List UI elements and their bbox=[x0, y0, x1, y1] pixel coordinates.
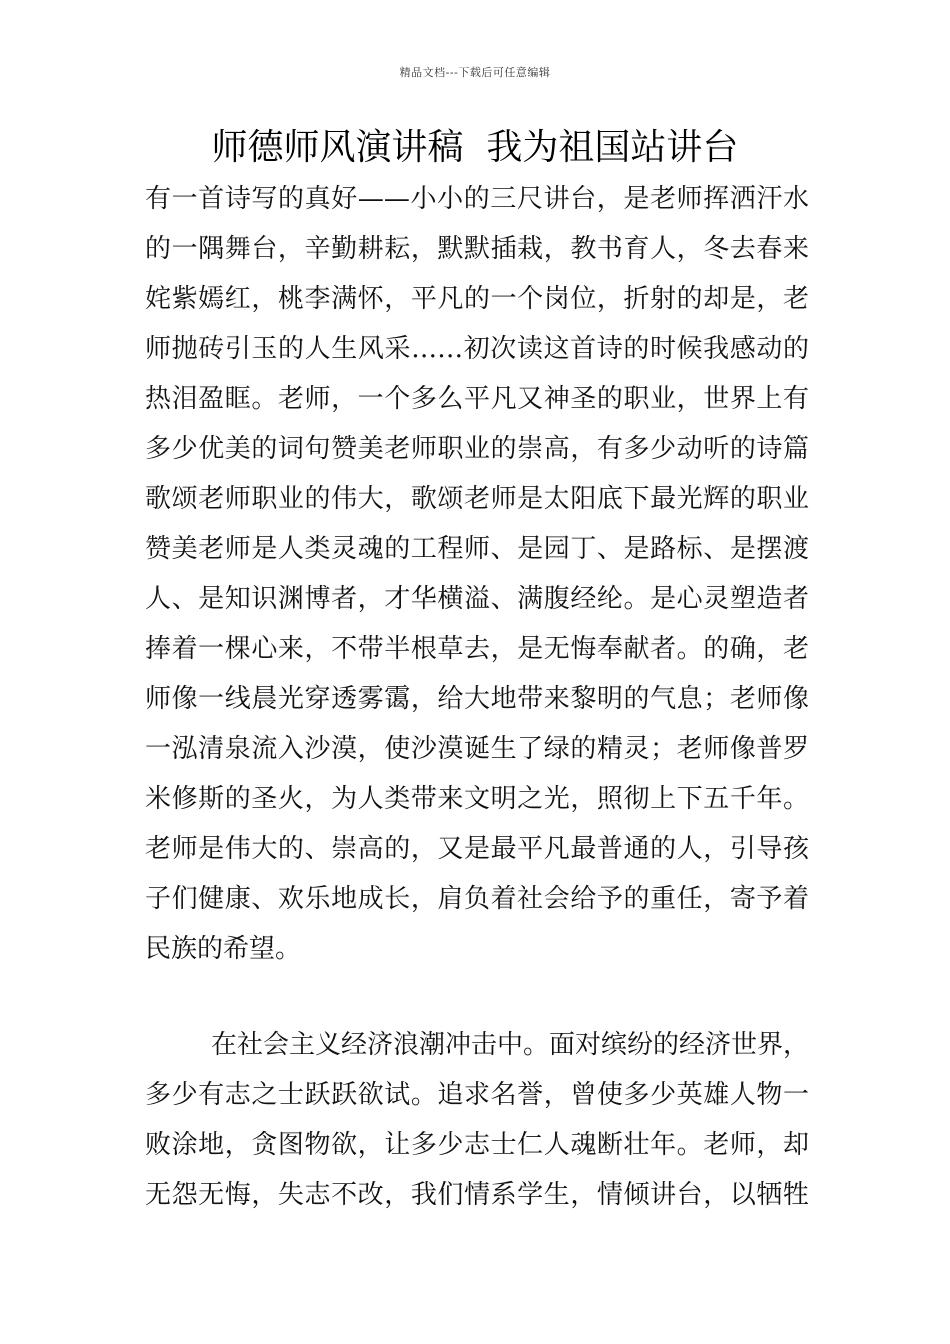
paragraph-line: 歌颂老师职业的伟大，歌颂老师是太阳底下最光辉的职业 bbox=[145, 484, 809, 514]
paragraph-line: 捧着一棵心来，不带半根草去，是无悔奉献者。的确，老 bbox=[145, 634, 809, 664]
paragraph-line: 热泪盈眶。老师，一个多么平凡又神圣的职业，世界上有 bbox=[145, 384, 809, 414]
paragraph-line: 赞美老师是人类灵魂的工程师、是园丁、是路标、是摆渡 bbox=[145, 534, 809, 564]
paragraph-line: 一泓清泉流入沙漠，使沙漠诞生了绿的精灵；老师像普罗 bbox=[145, 734, 809, 764]
paragraph-line: 人、是知识渊博者，才华横溢、满腹经纶。是心灵塑造者 bbox=[145, 584, 809, 614]
paragraph-line: 的一隅舞台，辛勤耕耘，默默插栽，教书育人，冬去春来 bbox=[145, 234, 809, 264]
paragraph-line: 无怨无悔，失志不改，我们情系学生，情倾讲台，以牺牲 bbox=[145, 1180, 809, 1210]
header-note: 精品文档---下载后可任意编辑 bbox=[399, 66, 551, 79]
paragraph-line: 多少优美的词句赞美老师职业的崇高，有多少动听的诗篇 bbox=[145, 434, 809, 464]
paragraph-line: 在社会主义经济浪潮冲击中。面对缤纷的经济世界， bbox=[211, 1030, 810, 1060]
paragraph-line: 师抛砖引玉的人生风采……初次读这首诗的时候我感动的 bbox=[145, 334, 809, 364]
paragraph-line: 民族的希望。 bbox=[145, 934, 302, 964]
paragraph-line: 姹紫嫣红，桃李满怀，平凡的一个岗位，折射的却是，老 bbox=[145, 284, 809, 314]
paragraph-line: 老师是伟大的、崇高的，又是最平凡最普通的人，引导孩 bbox=[145, 834, 809, 864]
paragraph-line: 子们健康、欢乐地成长，肩负着社会给予的重任，寄予着 bbox=[145, 884, 809, 914]
paragraph-line: 米修斯的圣火，为人类带来文明之光，照彻上下五千年。 bbox=[145, 784, 809, 814]
document-title: 师德师风演讲稿 我为祖国站讲台 bbox=[211, 127, 739, 168]
paragraph-line: 多少有志之士跃跃欲试。追求名誉，曾使多少英雄人物一 bbox=[145, 1080, 809, 1110]
paragraph-1 bbox=[145, 174, 809, 974]
paragraph-line: 师像一线晨光穿透雾霭，给大地带来黎明的气息；老师像 bbox=[145, 684, 809, 714]
paragraph-line: 有一首诗写的真好——小小的三尺讲台，是老师挥洒汗水 bbox=[145, 184, 809, 214]
paragraph-2 bbox=[145, 1020, 809, 1220]
paragraph-line: 败涂地，贪图物欲，让多少志士仁人魂断壮年。老师，却 bbox=[145, 1130, 809, 1160]
